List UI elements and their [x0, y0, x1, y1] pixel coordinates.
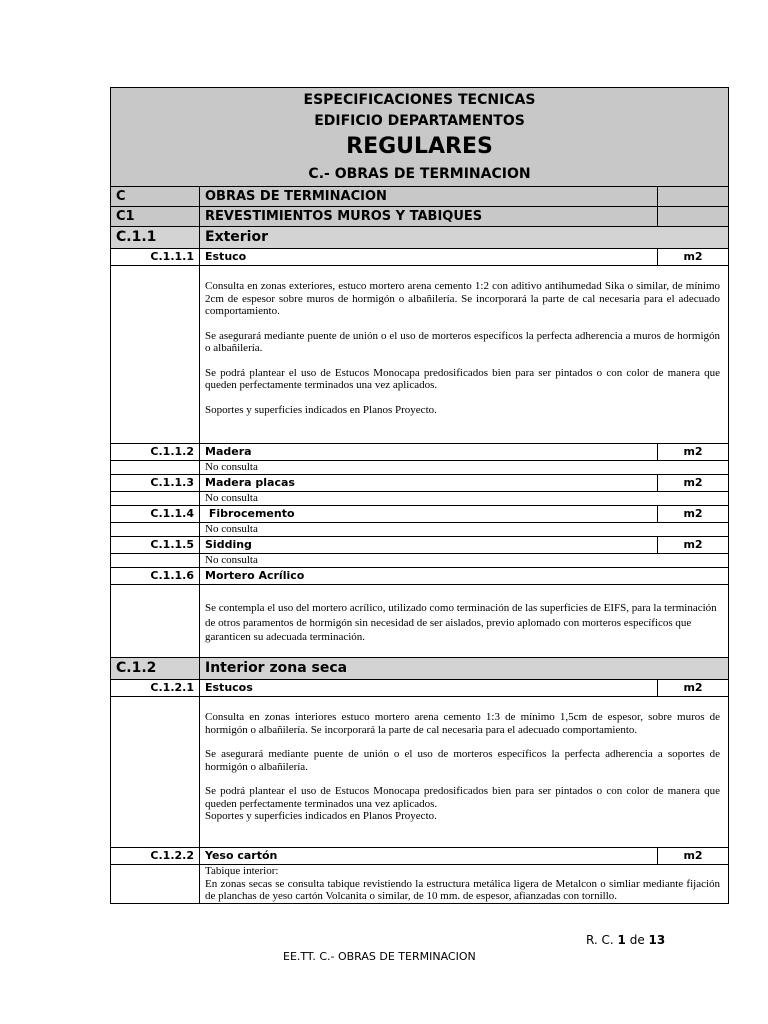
item-row — [111, 537, 729, 554]
page-footer: EE.TT. C.- OBRAS DE TERMINACION — [283, 950, 476, 963]
item-row — [111, 568, 729, 585]
doc-title: ESPECIFICACIONES TECNICAS — [303, 92, 536, 108]
section-code: C — [111, 187, 200, 207]
item-body — [111, 523, 729, 537]
spec-table — [110, 87, 729, 904]
paragraph: No consulta — [200, 492, 729, 506]
item-code: C.1.1.1 — [111, 249, 200, 266]
item-body — [111, 554, 729, 568]
page-total: 13 — [648, 933, 666, 947]
item-code: C.1.1.2 — [111, 444, 200, 461]
paragraph: Soportes y superficies indicados en Planos Proyecto. — [205, 403, 437, 416]
item-title: Madera — [200, 444, 658, 461]
item-title: Estuco — [200, 249, 658, 266]
item-title: Madera placas — [200, 475, 658, 492]
item-code: C.1.2.2 — [111, 848, 200, 865]
section-row — [111, 187, 729, 207]
item-title: Sidding — [200, 537, 658, 554]
subsection-row — [111, 207, 729, 227]
section-title: OBRAS DE TERMINACION — [200, 187, 658, 207]
item-body — [111, 492, 729, 506]
item-title: Mortero Acrílico — [200, 568, 729, 585]
item-unit: m2 — [658, 680, 729, 697]
group-code: C.1.1 — [111, 227, 200, 249]
item-title: Fibrocemento — [200, 506, 658, 523]
item-unit: m2 — [658, 506, 729, 523]
group-row — [111, 227, 729, 249]
paragraph: Se podrá plantear el uso de Estucos Monocapa predosificados bien para ser pintados o con color de manera que queden perfectamente terminados una vez aplicados. — [205, 366, 721, 391]
paragraph: No consulta — [200, 523, 729, 537]
item-body — [111, 585, 729, 658]
item-row — [111, 475, 729, 492]
paragraph: Tabique interior: — [205, 865, 279, 877]
item-title: Estucos — [200, 680, 658, 697]
paragraph: Consulta en zonas exteriores, estuco mortero arena cemento 1:2 con aditivo antihumedad Sika o similar, de mínimo 2cm de espesor sobre muros de hormigón o albañilería. Se incorporará la parte de cal necesaria para el adecuado comportamiento. — [205, 280, 721, 317]
item-code: C.1.1.5 — [111, 537, 200, 554]
group-title: Exterior — [200, 227, 729, 249]
group-code: C.1.2 — [111, 658, 200, 680]
group-title: Interior zona seca — [200, 658, 729, 680]
item-row — [111, 249, 729, 266]
page-number: R. C. 1 de 13 — [586, 933, 666, 947]
paragraph: Se podrá plantear el uso de Estucos Monocapa predosificados bien para ser pintados o con color de manera que queden perfectamente terminados una vez aplicados. — [205, 785, 721, 810]
item-row — [111, 848, 729, 865]
item-body — [111, 865, 729, 904]
item-code: C.1.2.1 — [111, 680, 200, 697]
item-row — [111, 680, 729, 697]
paragraph: Se asegurará mediante puente de unión o el uso de morteros específicos la perfecta adherencia a muros de hormigón o albañilería. — [205, 329, 721, 354]
doc-section: C.- OBRAS DE TERMINACION — [308, 166, 531, 182]
paragraph: En zonas secas se consulta tabique revistiendo la estructura metálica ligera de Metalcon o simliar mediante fijación de planchas de yeso cartón Volcanita o similar, de 10 mm. de espesor, afianzadas con tornillo. — [205, 877, 721, 902]
item-code: C.1.1.6 — [111, 568, 200, 585]
doc-subtitle: EDIFICIO DEPARTAMENTOS — [314, 113, 525, 129]
item-body — [111, 697, 729, 848]
item-unit: m2 — [658, 475, 729, 492]
item-unit: m2 — [658, 848, 729, 865]
paragraph: Se contempla el uso del mortero acrílico, utilizado como terminación de las superficies de EIFS, para la terminación de otros paramentos de hormigón sin necesidad de ser aislados, previo aplomado con morteros específicos que garanticen su adecuada terminación. — [200, 585, 729, 658]
item-unit: m2 — [658, 249, 729, 266]
header-block — [111, 88, 729, 187]
item-code: C.1.1.4 — [111, 506, 200, 523]
doc-type: REGULARES — [346, 134, 493, 159]
item-unit: m2 — [658, 444, 729, 461]
item-body — [111, 266, 729, 444]
item-row — [111, 506, 729, 523]
group-row — [111, 658, 729, 680]
item-row — [111, 444, 729, 461]
item-title: Yeso cartón — [200, 848, 658, 865]
subsection-title: REVESTIMIENTOS MUROS Y TABIQUES — [200, 207, 658, 227]
page-current: 1 — [617, 933, 626, 947]
paragraph: No consulta — [200, 554, 729, 568]
paragraph: Consulta en zonas interiores estuco mortero arena cemento 1:3 de mínimo 1,5cm de espesor, sobre muros de hormigón o albañilería. Se incorporará la parte de cal necesaria para el adecuado comportamiento. — [205, 711, 721, 736]
item-code: C.1.1.3 — [111, 475, 200, 492]
paragraph: No consulta — [200, 461, 729, 475]
item-body — [111, 461, 729, 475]
paragraph: Soportes y superficies indicados en Planos Proyecto. — [205, 810, 437, 822]
paragraph: Se asegurará mediante puente de unión o el uso de morteros específicos la perfecta adherencia a soportes de hormigón o albañilería. — [205, 748, 721, 773]
item-unit: m2 — [658, 537, 729, 554]
subsection-code: C1 — [111, 207, 200, 227]
